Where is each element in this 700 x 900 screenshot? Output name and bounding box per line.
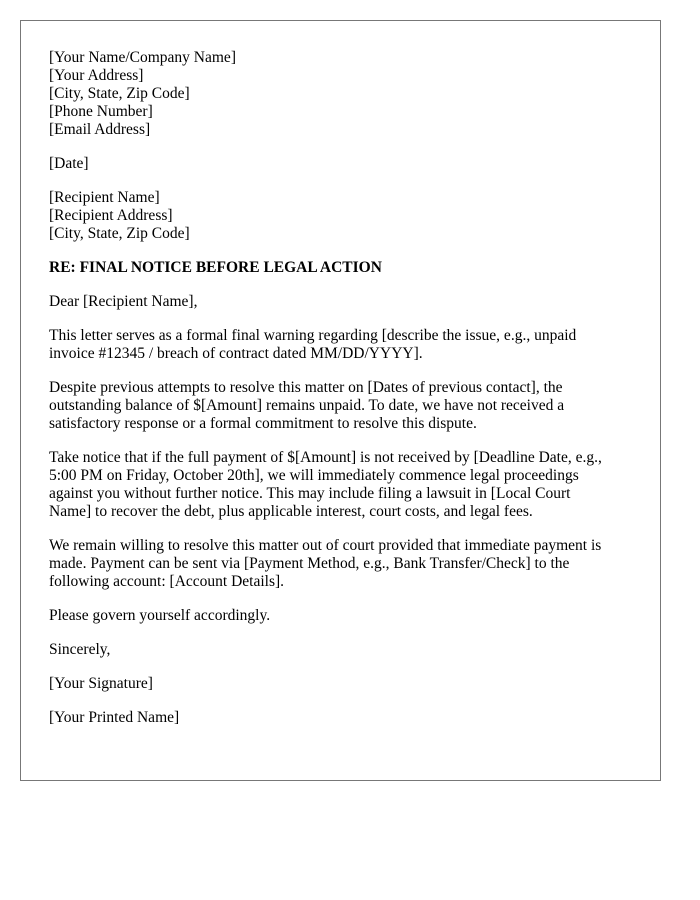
paragraph-line: outstanding balance of $[Amount] remains unpaid. To date, we have not received a (49, 397, 565, 414)
recipient-city-state-zip: [City, State, Zip Code] (49, 225, 190, 242)
paragraph-line: satisfactory response or a formal commitment to resolve this dispute. (49, 415, 477, 432)
recipient-block (49, 189, 632, 243)
printed-name: [Your Printed Name] (49, 709, 180, 726)
paragraph-line: Despite previous attempts to resolve this matter on [Dates of previous contact], the (49, 379, 563, 396)
paragraph-deadline (49, 449, 632, 521)
sender-city-state-zip: [City, State, Zip Code] (49, 85, 190, 102)
closing: Sincerely, (49, 641, 111, 658)
closing-statement-block (49, 607, 632, 625)
paragraph-line: made. Payment can be sent via [Payment Method, e.g., Bank Transfer/Check] to the (49, 555, 570, 572)
paragraph-payment (49, 537, 632, 591)
subject-line: RE: FINAL NOTICE BEFORE LEGAL ACTION (49, 259, 382, 276)
sender-phone: [Phone Number] (49, 103, 153, 120)
sender-address: [Your Address] (49, 67, 144, 84)
sender-name: [Your Name/Company Name] (49, 49, 236, 66)
letter-date: [Date] (49, 155, 89, 172)
paragraph-line: Name] to recover the debt, plus applicable interest, court costs, and legal fees. (49, 503, 533, 520)
paragraph-line: We remain willing to resolve this matter out of court provided that immediate payment is (49, 537, 602, 554)
letter-page (20, 20, 661, 781)
recipient-address: [Recipient Address] (49, 207, 173, 224)
paragraph-line: Take notice that if the full payment of $[Amount] is not received by [Deadline Date, e.g., (49, 449, 602, 466)
printed-name-block (49, 709, 632, 727)
paragraph-balance (49, 379, 632, 433)
paragraph-line: following account: [Account Details]. (49, 573, 285, 590)
paragraph-issue (49, 327, 632, 363)
paragraph-line: This letter serves as a formal final warning regarding [describe the issue, e.g., unpaid (49, 327, 577, 344)
salutation: Dear [Recipient Name], (49, 293, 198, 310)
signature-placeholder: [Your Signature] (49, 675, 153, 692)
signature-block (49, 675, 632, 693)
paragraph-line: invoice #12345 / breach of contract dated MM/DD/YYYY]. (49, 345, 423, 362)
closing-block (49, 641, 632, 659)
sender-email: [Email Address] (49, 121, 151, 138)
paragraph-line: 5:00 PM on Friday, October 20th], we will immediately commence legal proceedings (49, 467, 579, 484)
paragraph-line: against you without further notice. This may include filing a lawsuit in [Local Court (49, 485, 571, 502)
closing-statement: Please govern yourself accordingly. (49, 607, 271, 624)
date-block (49, 155, 632, 173)
sender-block (49, 49, 632, 139)
recipient-name: [Recipient Name] (49, 189, 160, 206)
salutation-block (49, 293, 632, 311)
subject-block (49, 259, 632, 277)
